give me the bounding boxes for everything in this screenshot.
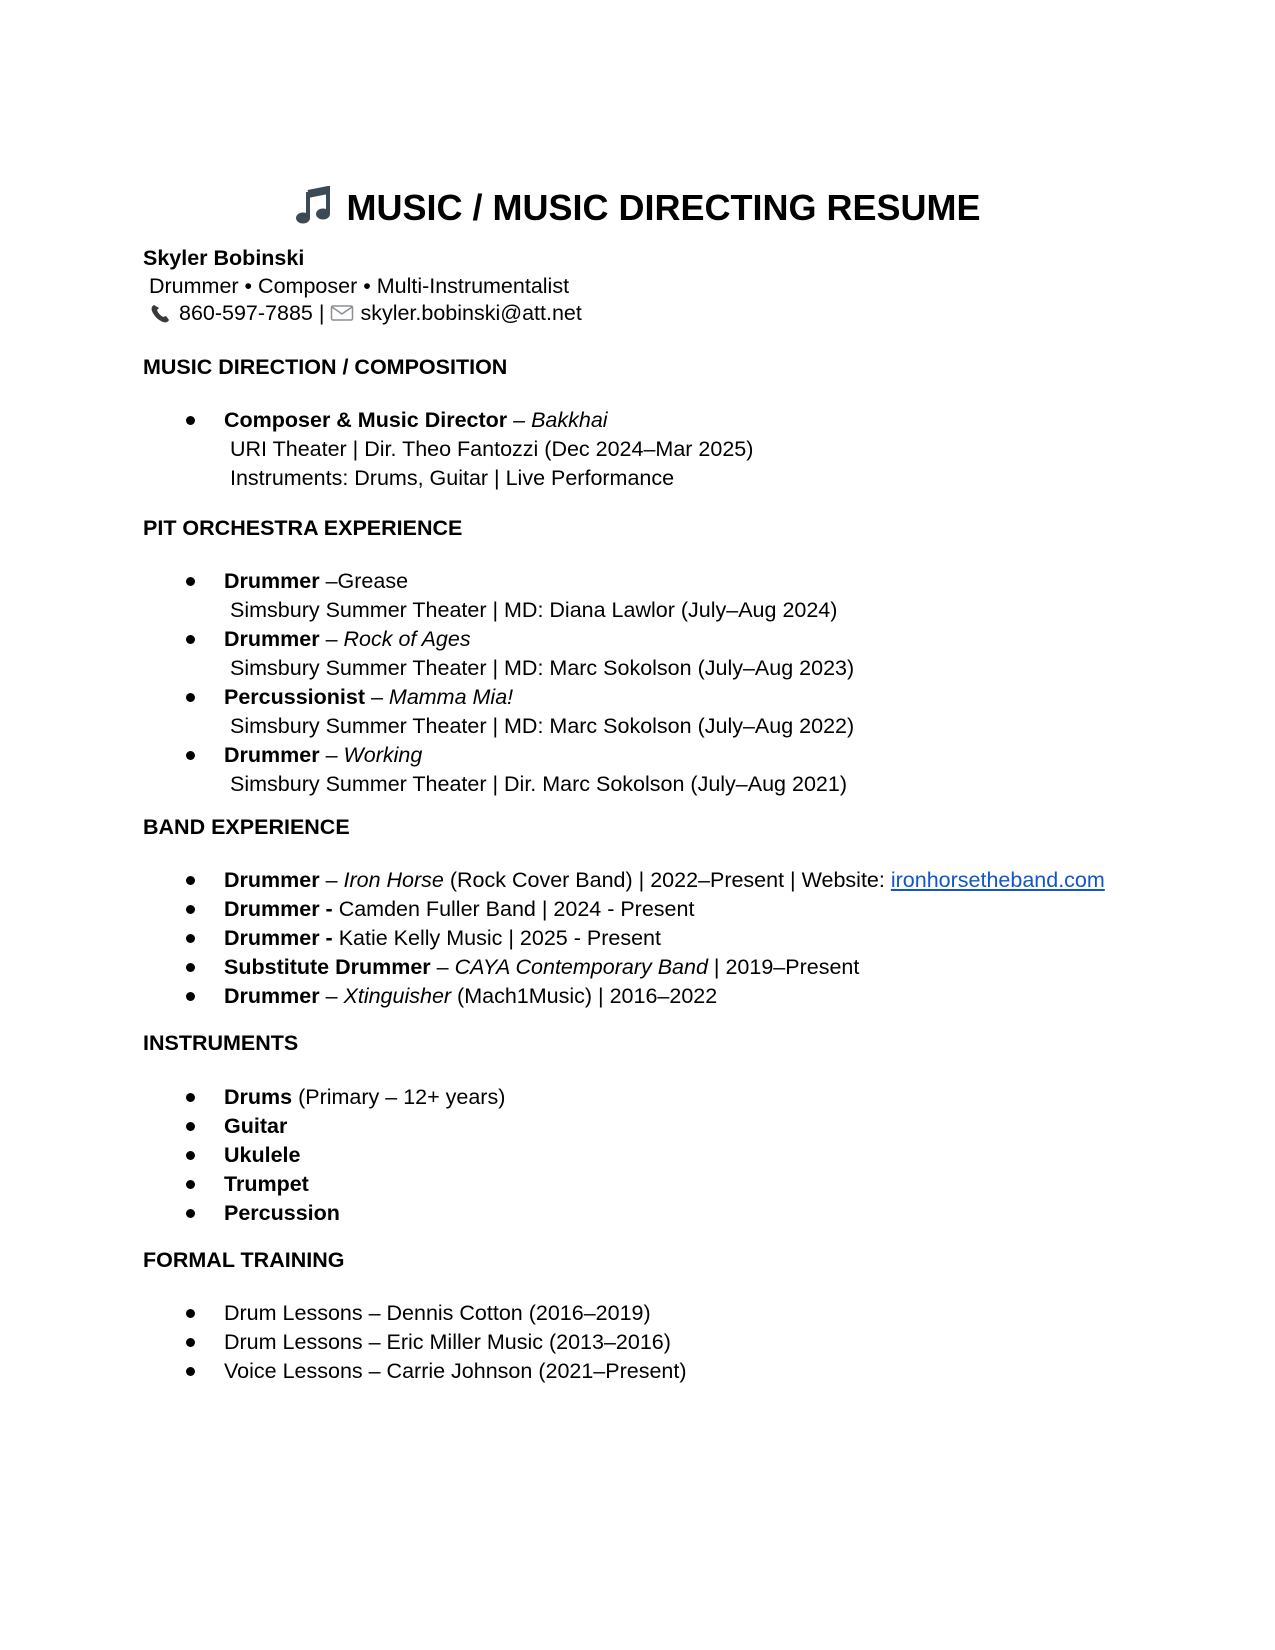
section-heading-band: BAND EXPERIENCE: [143, 815, 350, 839]
instrument-name: Drums: [224, 1085, 293, 1109]
instrument-name: Ukulele: [224, 1143, 301, 1167]
show-title: Bakkhai: [531, 408, 608, 432]
title-text: MUSIC / MUSIC DIRECTING RESUME: [346, 187, 981, 228]
candidate-name: Skyler Bobinski: [143, 246, 305, 270]
item-detail: Katie Kelly Music | 2025 - Present: [332, 926, 661, 950]
bullet-icon: [186, 905, 195, 914]
bullet-icon: [186, 992, 195, 1001]
role: Drummer: [224, 868, 320, 892]
list-item: [186, 924, 1105, 953]
direction-list: [186, 406, 753, 493]
dash: –: [319, 984, 344, 1008]
music-note-icon: [294, 186, 334, 226]
bullet-icon: [186, 635, 195, 644]
role: Drummer: [224, 627, 320, 651]
bullet-icon: [186, 416, 195, 425]
item-detail: (Primary – 12+ years): [292, 1085, 506, 1109]
instrument-name: Guitar: [224, 1114, 288, 1138]
band-name: Iron Horse: [343, 868, 444, 892]
role: Drummer: [224, 569, 320, 593]
dash: –: [430, 955, 455, 979]
list-item: [186, 683, 854, 741]
list-item: [186, 1357, 687, 1386]
envelope-icon: [330, 302, 354, 324]
list-item: [186, 741, 854, 799]
contact-line: [149, 299, 582, 328]
section-heading-instruments: INSTRUMENTS: [143, 1031, 299, 1055]
instruments-list: [186, 1083, 505, 1228]
bullet-icon: [186, 751, 195, 760]
bullet-icon: [186, 577, 195, 586]
role: Substitute Drummer: [224, 955, 431, 979]
bullet-icon: [186, 1209, 195, 1218]
page-title: [0, 184, 1275, 232]
website-link[interactable]: ironhorsetheband.com: [890, 868, 1105, 892]
training-entry: Voice Lessons – Carrie Johnson (2021–Present): [224, 1359, 687, 1383]
bullet-icon: [186, 693, 195, 702]
list-item: [186, 406, 753, 493]
bullet-icon: [186, 963, 195, 972]
role: Percussionist: [224, 685, 365, 709]
item-detail: Simsbury Summer Theater | MD: Marc Sokolson (July–Aug 2022): [230, 714, 855, 738]
list-item: [186, 567, 854, 625]
list-item: [186, 866, 1105, 895]
band-name: Xtinguisher: [343, 984, 452, 1008]
dash: –: [319, 627, 344, 651]
role: Drummer -: [224, 897, 333, 921]
bullet-icon: [186, 1367, 195, 1376]
phone-number: 860-597-7885: [178, 301, 313, 325]
show-title: Grease: [337, 569, 409, 593]
item-detail: Simsbury Summer Theater | MD: Marc Sokolson (July–Aug 2023): [230, 656, 855, 680]
instrument-name: Trumpet: [224, 1172, 309, 1196]
band-list: [186, 866, 1105, 1011]
list-item: [186, 1083, 505, 1112]
contact-separator: |: [318, 301, 325, 325]
bullet-icon: [186, 1338, 195, 1347]
bullet-icon: [186, 934, 195, 943]
dash: –: [365, 685, 389, 709]
list-item: [186, 1112, 505, 1141]
pit-list: [186, 567, 854, 799]
list-item: [186, 625, 854, 683]
dash: –: [319, 868, 344, 892]
bullet-icon: [186, 876, 195, 885]
training-list: [186, 1299, 687, 1386]
bullet-icon: [186, 1122, 195, 1131]
list-item: [186, 1328, 687, 1357]
training-entry: Drum Lessons – Dennis Cotton (2016–2019): [224, 1301, 651, 1325]
bullet-icon: [186, 1309, 195, 1318]
section-heading-training: FORMAL TRAINING: [143, 1248, 345, 1272]
bullet-icon: [186, 1180, 195, 1189]
dash: –: [319, 743, 344, 767]
role: Drummer: [224, 984, 320, 1008]
item-detail: (Rock Cover Band) | 2022–Present | Website:: [443, 868, 891, 892]
training-entry: Drum Lessons – Eric Miller Music (2013–2016): [224, 1330, 671, 1354]
instrument-name: Percussion: [224, 1201, 340, 1225]
item-detail: Simsbury Summer Theater | MD: Diana Lawlor (July–Aug 2024): [230, 598, 838, 622]
phone-icon: [149, 302, 173, 324]
band-name: CAYA Contemporary Band: [454, 955, 708, 979]
section-heading-pit: PIT ORCHESTRA EXPERIENCE: [143, 516, 463, 540]
dash: –: [507, 408, 532, 432]
tagline: Drummer • Composer • Multi-Instrumentalist: [149, 274, 570, 298]
list-item: [186, 953, 1105, 982]
role: Drummer: [224, 743, 320, 767]
role: Drummer -: [224, 926, 333, 950]
show-title: Mamma Mia!: [388, 685, 514, 709]
list-item: [186, 1199, 505, 1228]
item-detail: Camden Fuller Band | 2024 - Present: [332, 897, 695, 921]
list-item: [186, 1170, 505, 1199]
list-item: [186, 1141, 505, 1170]
dash: –: [319, 569, 338, 593]
list-item: [186, 895, 1105, 924]
role: Composer & Music Director: [224, 408, 508, 432]
bullet-icon: [186, 1151, 195, 1160]
bullet-icon: [186, 1093, 195, 1102]
list-item: [186, 1299, 687, 1328]
item-detail: URI Theater | Dir. Theo Fantozzi (Dec 2024–Mar 2025): [230, 437, 754, 461]
item-detail: Instruments: Drums, Guitar | Live Performance: [230, 466, 675, 490]
item-detail: (Mach1Music) | 2016–2022: [451, 984, 718, 1008]
list-item: [186, 982, 1105, 1011]
show-title: Rock of Ages: [343, 627, 471, 651]
email-address[interactable]: skyler.bobinski@att.net: [360, 301, 582, 325]
item-detail: Simsbury Summer Theater | Dir. Marc Sokolson (July–Aug 2021): [230, 772, 847, 796]
show-title: Working: [343, 743, 423, 767]
section-heading-direction: MUSIC DIRECTION / COMPOSITION: [143, 355, 508, 379]
item-detail: | 2019–Present: [707, 955, 860, 979]
